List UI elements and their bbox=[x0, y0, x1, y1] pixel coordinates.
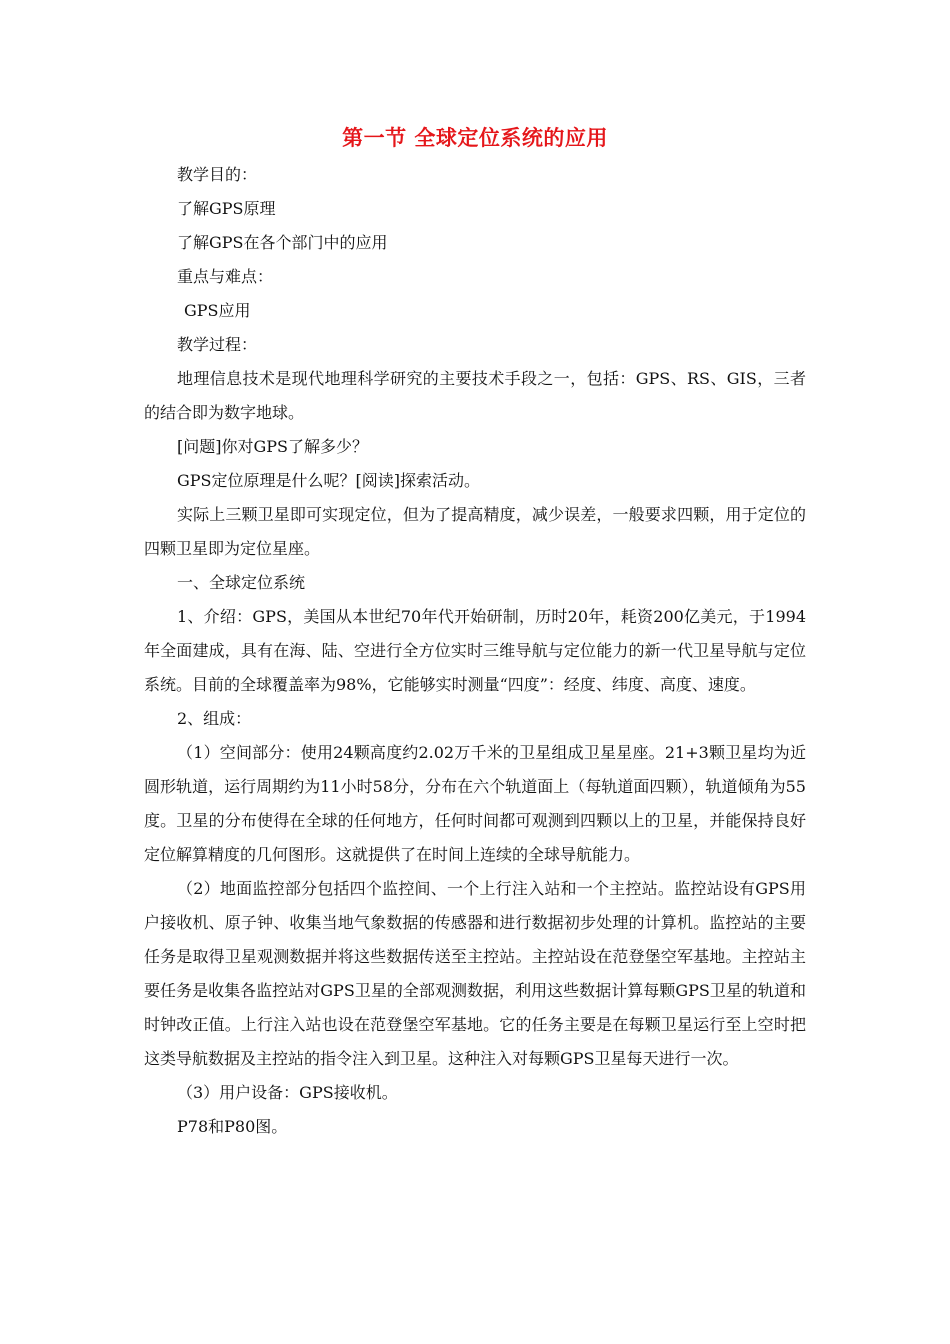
subsection-heading-composition: 2、组成： bbox=[177, 709, 252, 728]
objective-item: 了解GPS在各个部门中的应用 bbox=[177, 233, 388, 252]
question-paragraph: [问题]你对GPS了解多少？ bbox=[177, 437, 368, 456]
page-title: 第一节 全球定位系统的应用 bbox=[342, 126, 608, 150]
body-paragraph: （2）地面监控部分包括四个监控间、一个上行注入站和一个主控站。监控站设有GPS用户接收机、原子钟、收集当地气象数据的传感器和进行数据初步处理的计算机。监控站的主要任务是取得卫星观测数据并将这些数据传送至主控站。主控站设在范登堡空军基地。主控站主要任务是收集各监控站对GPS卫星的全部观测数据，利用这些数据计算每颗GPS卫星的轨道和时钟改正值。上行注入站也设在范登堡空军基地。它的任务主要是在每颗卫星运行至上空时把这类导航数据及主控站的指令注入到卫星。这种注入对每颗GPS卫星每天进行一次。 bbox=[144, 879, 806, 1068]
document-body bbox=[144, 158, 806, 1144]
section-heading-key-points: 重点与难点： bbox=[177, 267, 274, 286]
body-paragraph: GPS定位原理是什么呢？[阅读]探索活动。 bbox=[177, 471, 480, 490]
body-paragraph: 地理信息技术是现代地理科学研究的主要技术手段之一，包括：GPS、RS、GIS，三者的结合即为数字地球。 bbox=[144, 369, 806, 422]
body-paragraph: （1）空间部分：使用24颗高度约2.02万千米的卫星组成卫星星座。21+3颗卫星均为近圆形轨道，运行周期约为11小时58分，分布在六个轨道面上（每轨道面四颗），轨道倾角为55度。卫星的分布使得在全球的任何地方，任何时间都可观测到四颗以上的卫星，并能保持良好定位解算精度的几何图形。这就提供了在时间上连续的全球导航能力。 bbox=[144, 743, 806, 864]
objective-item: 了解GPS原理 bbox=[177, 199, 276, 218]
body-paragraph: P78和P80图。 bbox=[177, 1117, 288, 1136]
key-point-item: GPS应用 bbox=[184, 301, 251, 320]
body-paragraph: 实际上三颗卫星即可实现定位，但为了提高精度，减少误差，一般要求四颗，用于定位的四颗卫星即为定位星座。 bbox=[144, 505, 806, 558]
section-heading-gps: 一、全球定位系统 bbox=[177, 573, 306, 592]
body-paragraph: 1、介绍：GPS，美国从本世纪70年代开始研制，历时20年，耗资200亿美元，于1994年全面建成，具有在海、陆、空进行全方位实时三维导航与定位能力的新一代卫星导航与定位系统。目前的全球覆盖率为98%，它能够实时测量“四度”：经度、纬度、高度、速度。 bbox=[144, 607, 806, 694]
section-heading-objectives: 教学目的： bbox=[177, 165, 258, 184]
body-paragraph: （3）用户设备：GPS接收机。 bbox=[177, 1083, 398, 1102]
section-heading-process: 教学过程： bbox=[177, 335, 258, 354]
